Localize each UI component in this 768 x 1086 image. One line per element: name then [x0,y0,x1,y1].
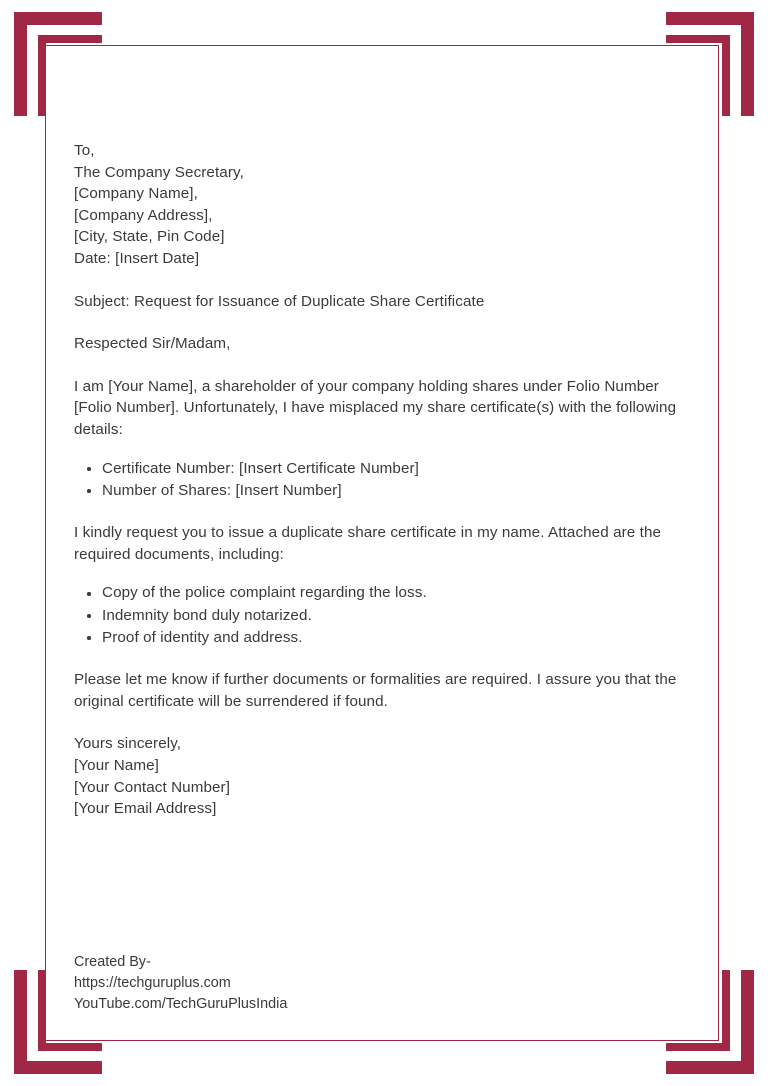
body-paragraph-1: I am [Your Name], a shareholder of your company holding shares under Folio Number [Folio Number]. Unfortunately, I have misplaced my share certificate(s) with the following details: [74,377,677,438]
attached-documents-list [74,582,694,648]
signature-name: [Your Name] [74,756,159,774]
recipient-line: To, [74,142,95,159]
list-item: Indemnity bond duly notarized. [102,605,694,627]
signature-block [74,733,694,819]
recipient-date-line: Date: [Insert Date] [74,249,200,267]
footer-credits [74,952,287,1016]
subject-line: Subject: Request for Issuance of Duplicate Share Certificate [74,292,485,310]
list-item: Certificate Number: [Insert Certificate Number] [102,458,694,480]
footer-created-by-label: Created By- [74,954,151,970]
footer-website-link[interactable]: https://techguruplus.com [74,975,231,992]
salutation: Respected Sir/Madam, [74,335,231,353]
signature-closing: Yours sincerely, [74,735,182,753]
recipient-line: The Company Secretary, [74,163,244,181]
footer-youtube-link[interactable]: YouTube.com/TechGuruPlusIndia [74,996,288,1013]
signature-contact: [Your Contact Number] [74,778,231,796]
letter-body [74,140,694,820]
recipient-line: [Company Address], [74,206,213,224]
recipient-line: [City, State, Pin Code] [74,228,225,246]
recipient-line: [Company Name], [74,185,198,203]
body-paragraph-3: Please let me know if further documents or formalities are required. I assure you that the original certificate will be surrendered if found. [74,671,677,710]
list-item: Copy of the police complaint regarding the loss. [102,582,694,604]
list-item: Number of Shares: [Insert Number] [102,480,694,502]
signature-email: [Your Email Address] [74,800,217,818]
body-paragraph-2: I kindly request you to issue a duplicate share certificate in my name. Attached are the required documents, including: [74,524,662,563]
list-item: Proof of identity and address. [102,627,694,649]
certificate-details-list [74,458,694,502]
recipient-address-block [74,140,694,270]
